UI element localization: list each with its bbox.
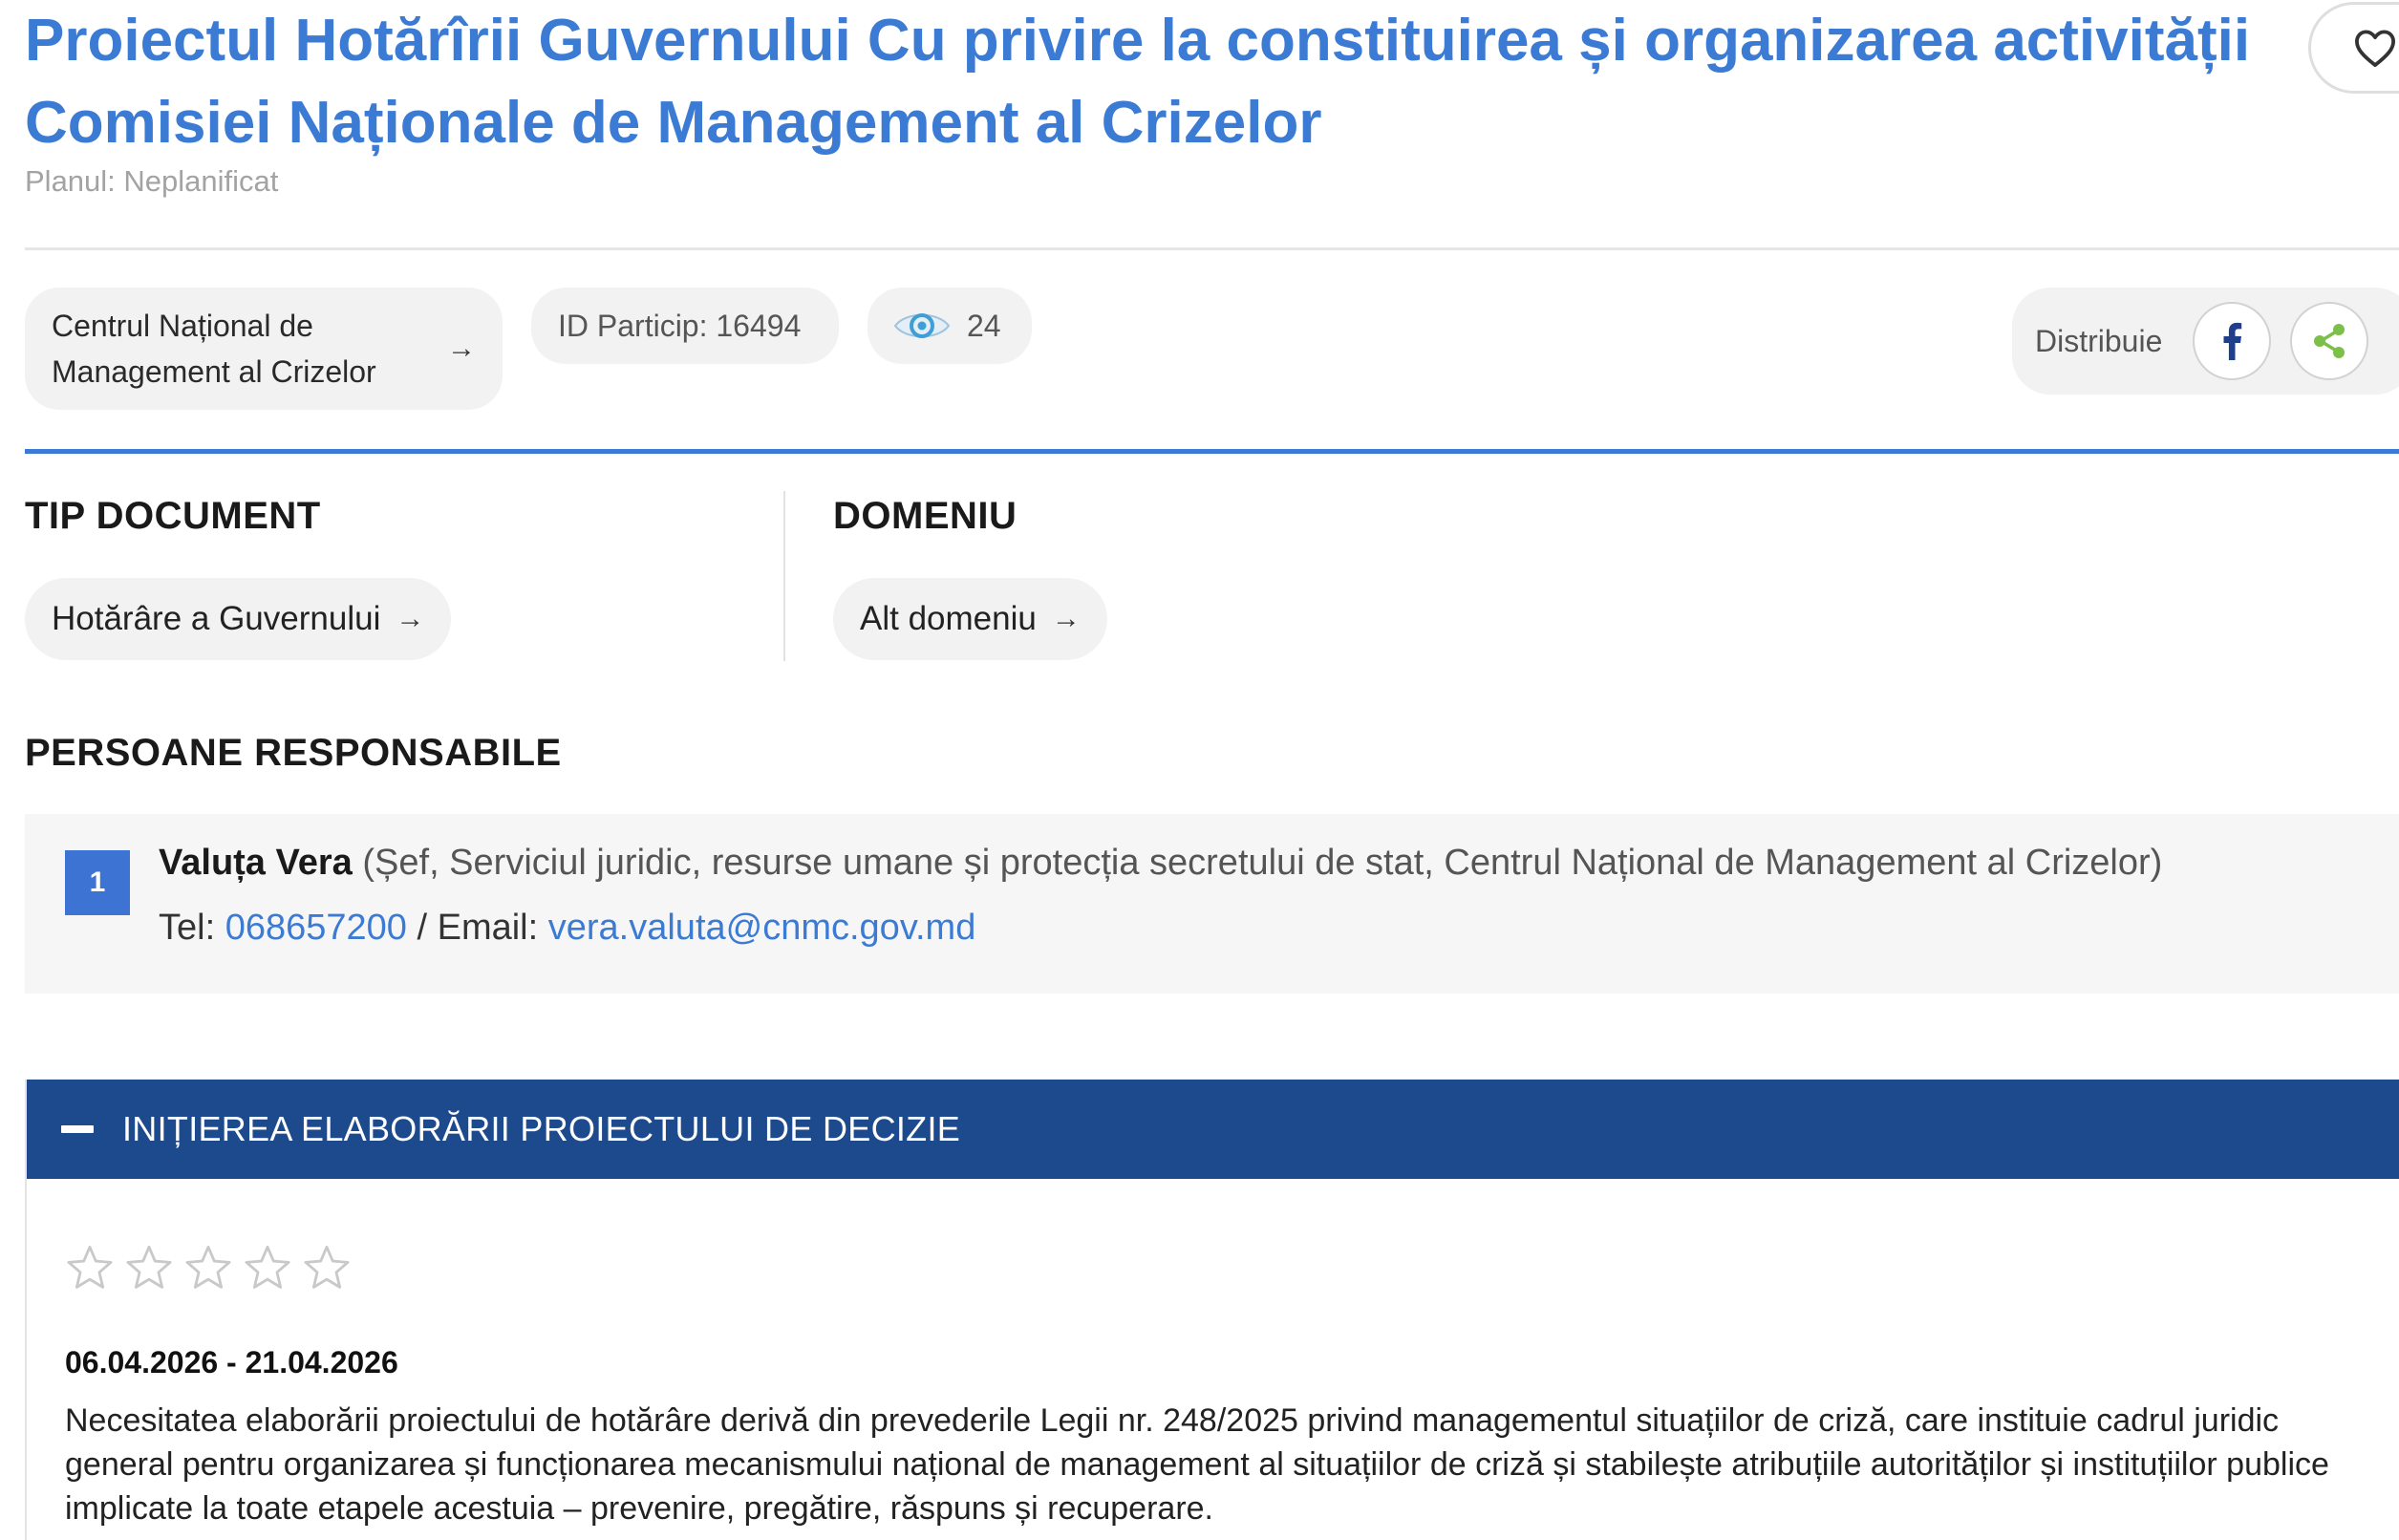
star-outline-icon[interactable] [302, 1244, 352, 1292]
share-button[interactable] [2290, 302, 2368, 380]
page-title: Proiectul Hotărîrii Guvernului Cu privire la constituirea și organizarea activității Comisiei Naționale de Management al Crizelor [25, 8, 2251, 156]
phone-link[interactable]: 068657200 [225, 908, 407, 948]
participation-id: ID Particip: 16494 [531, 288, 839, 364]
organization-name: Centrul Național de Management al Crizelor [52, 309, 376, 389]
stage-dates: 06.04.2026 - 21.04.2026 [65, 1345, 398, 1380]
domain-value: Alt domeniu [860, 600, 1037, 637]
email-link[interactable]: vera.valuta@cnmc.gov.md [547, 908, 976, 948]
star-outline-icon[interactable] [65, 1244, 115, 1292]
person-info [159, 843, 2162, 884]
contact-separator: / [417, 908, 428, 948]
email-label: Email: [437, 908, 539, 948]
document-type-value: Hotărâre a Guvernului [52, 600, 381, 637]
stage-description: Necesitatea elaborării proiectului de hotărâre derivă din prevederile Legii nr. 248/2025 privind managementul situațiilor de criză, care instituie cadrul juridic general pentru organizarea și funcționarea mecanismului național de management al situațiilor de criză și stabilește atribuțiile autorităților și instituțiilor publice implicate la toate etapele acestuia – prevenire, pregătire, răspuns și recuperare. [65, 1402, 2329, 1527]
plan-status: Planul: Neplanificat [25, 164, 279, 198]
star-outline-icon[interactable] [243, 1244, 292, 1292]
document-type-chip[interactable] [25, 578, 451, 660]
views-count: 24 [967, 308, 1001, 343]
stage-title: INIȚIEREA ELABORĂRII PROIECTULUI DE DECIZIE [122, 1109, 961, 1148]
document-type-heading: TIP DOCUMENT [25, 495, 321, 537]
person-name: Valuța Vera [159, 843, 353, 883]
share-bar [2012, 288, 2399, 395]
person-role: (Șef, Serviciul juridic, resurse umane și protecția secretului de stat, Centrul Național de Management al Crizelor) [362, 843, 2163, 883]
stage-accordion-header[interactable] [27, 1080, 2399, 1179]
domain-chip[interactable] [833, 578, 1107, 660]
minus-icon [61, 1125, 94, 1133]
person-index-badge: 1 [65, 850, 130, 915]
stage-accordion [25, 1080, 2399, 1540]
favorite-button[interactable] [2308, 2, 2399, 94]
tel-label: Tel: [159, 908, 216, 948]
views-counter [867, 288, 1032, 364]
section-divider [25, 449, 2399, 454]
arrow-right-icon: → [447, 332, 476, 364]
share-icon [2310, 322, 2348, 360]
arrow-right-icon: → [1051, 603, 1081, 634]
rating-stars[interactable] [65, 1244, 352, 1292]
responsible-persons-heading: PERSOANE RESPONSABILE [25, 732, 562, 774]
facebook-icon [2221, 322, 2242, 360]
share-label: Distribuie [2035, 323, 2163, 358]
title-divider [25, 247, 2399, 250]
star-outline-icon[interactable] [124, 1244, 174, 1292]
column-separator [783, 491, 785, 661]
star-outline-icon[interactable] [183, 1244, 233, 1292]
facebook-share-button[interactable] [2193, 302, 2271, 380]
arrow-right-icon: → [396, 603, 425, 634]
person-contacts [159, 908, 975, 949]
heart-outline-icon [2353, 28, 2397, 68]
organization-link[interactable] [25, 288, 503, 410]
domain-heading: DOMENIU [833, 495, 1017, 537]
eye-icon [892, 307, 952, 345]
person-card [25, 814, 2399, 994]
